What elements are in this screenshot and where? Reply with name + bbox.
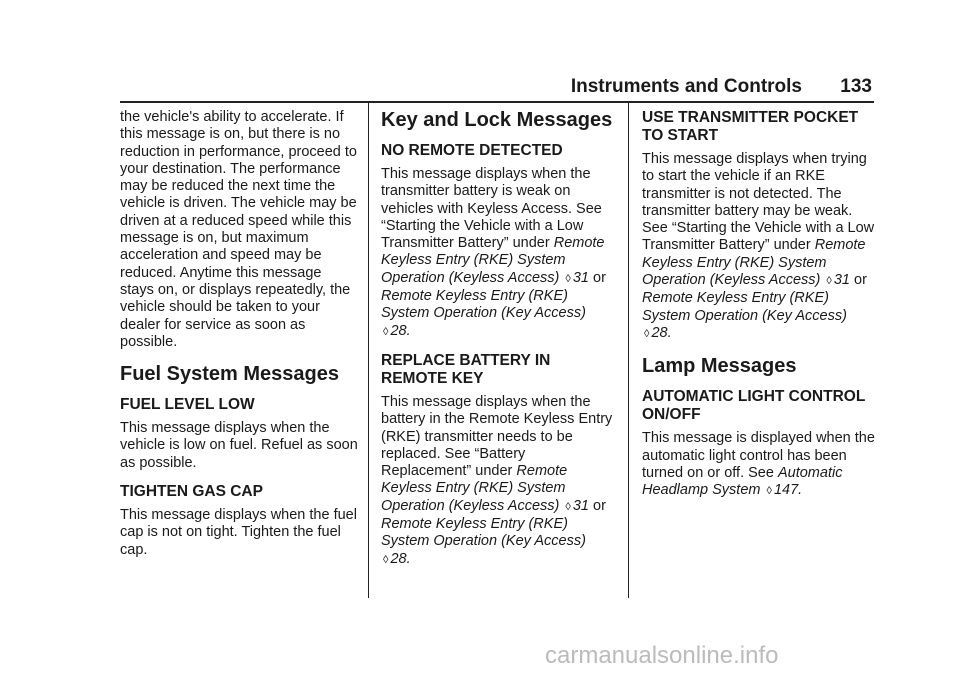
link-page-28[interactable]: 28 [651, 324, 668, 341]
paragraph-replace-battery: This message displays when the battery in the Remote Keyless Entry (RKE) transmitter needs to be replaced. See “Battery Replacement” under Remote Keyless Entry (RKE) System Operation (Keyless Access) ◊ 31 or Remote Keyless Entry (RKE) System Operation (Key Access) ◊ 28. [381, 393, 613, 567]
paragraph-no-remote: This message displays when the transmitter battery is weak on vehicles with Keyless Access. See “Starting the Vehicle with a Low Transmitter Battery” under Remote Keyless Entry (RKE) System Operation (Keyless Access) ◊ 31 or Remote Keyless Entry (RKE) System Operation (Key Access) ◊ 28. [381, 166, 606, 339]
link-rke-keyless[interactable]: Remote Keyless Entry (RKE) System Operation (Keyless Access) [381, 463, 568, 514]
heading-fuel-level-low: FUEL LEVEL LOW [120, 396, 255, 414]
page-ref-icon: ◊ [766, 485, 772, 498]
page-ref-icon: ◊ [565, 272, 571, 285]
link-rke-key[interactable]: Remote Keyless Entry (RKE) System Operation (Key Access) [381, 288, 586, 322]
page-ref-icon: ◊ [826, 275, 832, 288]
link-rke-key[interactable]: Remote Keyless Entry (RKE) System Operation (Key Access) [381, 516, 586, 550]
column-divider-1 [368, 103, 369, 598]
link-page-31[interactable]: 31 [833, 272, 850, 289]
heading-key-lock: Key and Lock Messages [381, 109, 613, 131]
section-title: Instruments and Controls [570, 76, 802, 97]
column-3 [642, 109, 880, 511]
link-auto-headlamp[interactable]: Automatic Headlamp System [642, 464, 843, 499]
link-rke-key[interactable]: Remote Keyless Entry (RKE) System Operation (Key Access) [642, 290, 847, 324]
heading-replace-battery: REPLACE BATTERY IN REMOTE KEY [381, 351, 551, 387]
paragraph-gas-cap: This message displays when the fuel cap is not on tight. Tighten the fuel cap. [120, 507, 357, 558]
link-rke-keyless[interactable]: Remote Keyless Entry (RKE) System Operation (Keyless Access) [642, 237, 866, 289]
page-ref-icon: ◊ [383, 553, 389, 566]
page-ref-icon: ◊ [383, 325, 389, 338]
page-number: 133 [840, 76, 872, 97]
link-rke-keyless[interactable]: Remote Keyless Entry (RKE) System Operation (Keyless Access) [381, 235, 605, 286]
heading-fuel-system: Fuel System Messages [120, 363, 339, 386]
heading-transmitter-pocket: USE TRANSMITTER POCKET TO START [642, 109, 859, 144]
column-2 [381, 109, 619, 580]
paragraph-transmitter-pocket: This message displays when trying to start the vehicle if an RKE transmitter is not detected. The transmitter battery may be weak. See “Starting the Vehicle with a Low Transmitter Battery” under Remote Keyless Entry (RKE) System Operation (Keyless Access) ◊ 31 or Remote Keyless Entry (RKE) System Operation (Key Access) ◊ 28. [642, 151, 875, 341]
link-page-28[interactable]: 28 [390, 550, 407, 567]
link-page-147[interactable]: 147 [773, 482, 799, 499]
page-header [120, 76, 872, 102]
heading-no-remote: NO REMOTE DETECTED [381, 142, 563, 159]
link-page-31[interactable]: 31 [572, 269, 589, 286]
page-ref-icon: ◊ [565, 500, 571, 513]
heading-tighten-gas-cap: TIGHTEN GAS CAP [120, 483, 263, 501]
watermark: carmanualsonline.info [545, 642, 779, 669]
paragraph-auto-light: This message is displayed when the automatic light control has been turned on or off. See Automatic Headlamp System ◊ 147. [642, 430, 875, 499]
page-ref-icon: ◊ [644, 327, 650, 340]
column-1 [120, 109, 358, 570]
header-rule [120, 101, 874, 103]
column-divider-2 [628, 103, 629, 598]
paragraph-fuel-low: This message displays when the vehicle is low on fuel. Refuel as soon as possible. [120, 420, 358, 471]
heading-auto-light-control: AUTOMATIC LIGHT CONTROL ON/OFF [642, 388, 866, 424]
paragraph-accel: the vehicle's ability to accelerate. If this message is on, but there is no reduction in performance, proceed to your destination. The performance may be reduced the next time the vehicle is driven. The vehicle may be driven at a reduced speed while this message is on, but maximum acceleration and speed may be reduced. Anytime this message stays on, or displays repeatedly, the vehicle should be taken to your dealer for service as soon as possible. [120, 109, 357, 350]
link-page-31[interactable]: 31 [572, 497, 589, 514]
link-page-28[interactable]: 28 [390, 322, 407, 339]
heading-lamp-messages: Lamp Messages [642, 355, 797, 378]
